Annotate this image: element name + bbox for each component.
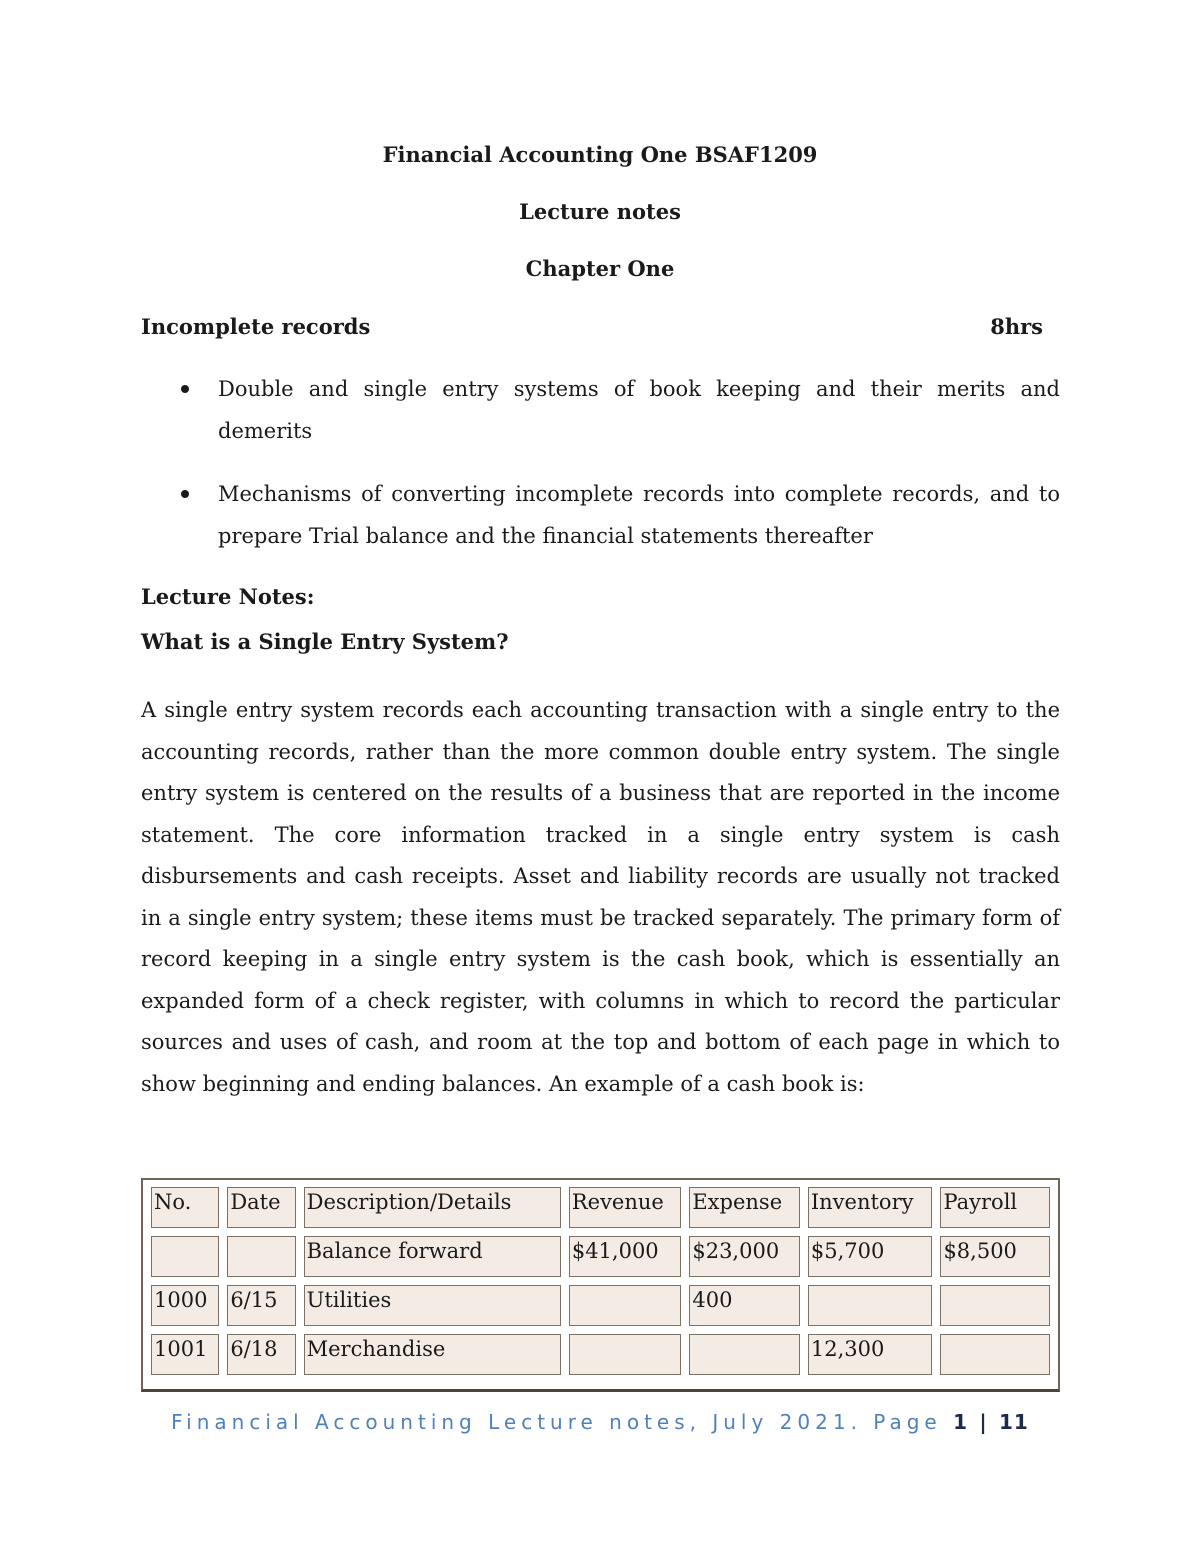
cash-book-table xyxy=(141,1178,1060,1392)
table-cell xyxy=(151,1236,219,1277)
header-cell: Expense xyxy=(689,1187,800,1228)
table-cell xyxy=(569,1334,682,1375)
doc-type-title: Lecture notes xyxy=(519,199,681,224)
table-cell: 400 xyxy=(689,1285,800,1326)
table-row xyxy=(151,1236,1050,1277)
table-cell: Merchandise xyxy=(304,1334,561,1375)
table-cell xyxy=(227,1236,295,1277)
table-cell: $23,000 xyxy=(689,1236,800,1277)
table-cell: 1000 xyxy=(151,1285,219,1326)
section-hours: 8hrs xyxy=(990,314,1043,339)
body-paragraph: A single entry system records each accounting transaction with a single entry to the accounting records, rather than the more common double entry system. The single entry system is centered on the results of a business that are reported in the income statement. The core information tracked in a single entry system is cash disbursements and cash receipts. Asset and liability records are usually not tracked in a single entry system; these items must be tracked separately. The primary form of record keeping in a single entry system is the cash book, which is essentially an expanded form of a check register, with columns in which to record the particular sources and uses of cash, and room at the top and bottom of each page in which to show beginning and ending balances. An example of a cash book is: xyxy=(141,698,1060,1096)
table-cell: $41,000 xyxy=(569,1236,682,1277)
bullet-icon xyxy=(181,490,189,498)
page-footer xyxy=(0,1410,1200,1434)
header-cell: Revenue xyxy=(569,1187,682,1228)
table-cell: Balance forward xyxy=(304,1236,561,1277)
table-cell xyxy=(689,1334,800,1375)
bullet-text: Mechanisms of converting incomplete records into complete records, and to prepare Trial balance and the financial statements thereafter xyxy=(218,482,1060,548)
page-separator: | xyxy=(979,1410,988,1434)
section-title: Incomplete records xyxy=(141,314,371,339)
footer-text: Financial Accounting Lecture notes, July 2021. Page xyxy=(171,1410,942,1434)
table-header-row xyxy=(151,1187,1050,1228)
page-total: 11 xyxy=(999,1410,1029,1434)
section-question: What is a Single Entry System? xyxy=(141,629,509,654)
table-cell xyxy=(940,1285,1050,1326)
bullet-item xyxy=(218,473,1060,557)
table-cell xyxy=(940,1334,1050,1375)
bullet-item xyxy=(218,368,1060,452)
table-cell: 6/18 xyxy=(227,1334,295,1375)
course-title: Financial Accounting One BSAF1209 xyxy=(382,142,818,167)
table-cell: $8,500 xyxy=(940,1236,1050,1277)
header-cell: Inventory xyxy=(808,1187,933,1228)
header-cell: Description/Details xyxy=(304,1187,561,1228)
table-cell: $5,700 xyxy=(808,1236,933,1277)
table-row xyxy=(151,1285,1050,1326)
chapter-title: Chapter One xyxy=(525,256,675,281)
lecture-notes-label: Lecture Notes: xyxy=(141,584,315,609)
table-cell: 6/15 xyxy=(227,1285,295,1326)
header-cell: Payroll xyxy=(940,1187,1050,1228)
section-heading xyxy=(141,314,1043,339)
table-row xyxy=(151,1334,1050,1375)
bullet-text: Double and single entry systems of book keeping and their merits and demerits xyxy=(218,377,1060,443)
header-cell: No. xyxy=(151,1187,219,1228)
table-cell: 1001 xyxy=(151,1334,219,1375)
bullet-icon xyxy=(181,385,189,393)
table-cell: 12,300 xyxy=(808,1334,933,1375)
table-cell xyxy=(569,1285,682,1326)
table-cell: Utilities xyxy=(304,1285,561,1326)
header-cell: Date xyxy=(227,1187,295,1228)
page-number: 1 xyxy=(953,1410,968,1434)
table-cell xyxy=(808,1285,933,1326)
